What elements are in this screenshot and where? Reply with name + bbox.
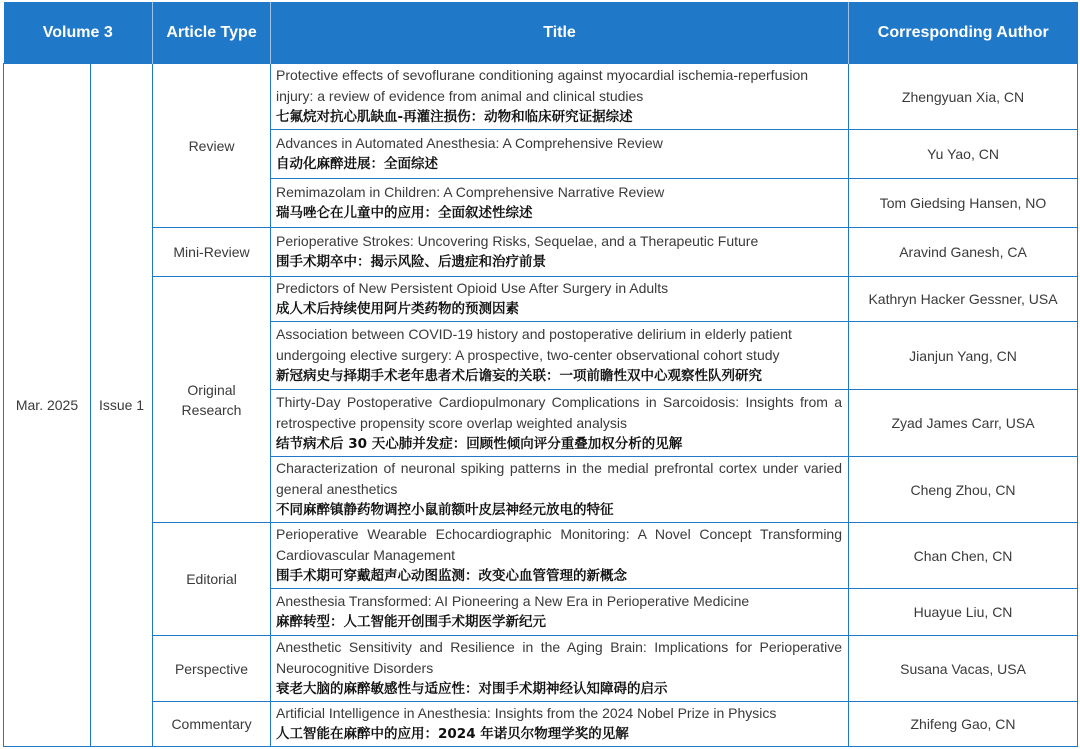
title-english: Predictors of New Persistent Opioid Use After Surgery in Adults xyxy=(276,280,669,296)
article-title[interactable] xyxy=(271,228,849,277)
title-chinese: 不同麻醉镇静药物调控小鼠前额叶皮层神经元放电的特征 xyxy=(276,502,614,518)
article-type-perspective xyxy=(153,636,271,702)
issue-number: Issue 1 xyxy=(91,64,153,747)
article-title[interactable] xyxy=(271,64,849,130)
table-row xyxy=(4,523,1078,589)
corresponding-author: Cheng Zhou, CN xyxy=(849,457,1078,523)
corresponding-author: Aravind Ganesh, CA xyxy=(849,228,1078,277)
title-header: Title xyxy=(271,2,849,64)
title-chinese: 围手术期卒中：揭示风险、后遗症和治疗前景 xyxy=(276,254,547,270)
corresponding-author: Tom Giedsing Hansen, NO xyxy=(849,179,1078,228)
title-english: Anesthesia Transformed: AI Pioneering a New Era in Perioperative Medicine xyxy=(276,593,750,609)
title-english: Artificial Intelligence in Anesthesia: Insights from the 2024 Nobel Prize in Physics xyxy=(276,705,777,721)
volume-header: Volume 3 xyxy=(4,2,153,64)
contents-table xyxy=(3,2,1078,747)
corresponding-author: Huayue Liu, CN xyxy=(849,589,1078,636)
title-chinese: 衰老大脑的麻醉敏感性与适应性：对围手术期神经认知障碍的启示 xyxy=(276,681,668,697)
table-row xyxy=(4,702,1078,747)
table-row xyxy=(4,636,1078,702)
table-row xyxy=(4,277,1078,322)
title-chinese: 七氟烷对抗心肌缺血-再灌注损伤：动物和临床研究证据综述 xyxy=(276,109,633,125)
article-title[interactable] xyxy=(271,589,849,636)
header-row xyxy=(4,2,1078,64)
article-type-header: Article Type xyxy=(153,2,271,64)
title-english: Characterization of neuronal spiking patterns in the medial prefrontal cortex under varied general anesthetics xyxy=(276,460,843,497)
article-type-mini-review xyxy=(153,228,271,277)
corresponding-author: Zyad James Carr, USA xyxy=(849,390,1078,457)
article-title[interactable] xyxy=(271,130,849,179)
article-type-label: Mini-Review xyxy=(173,244,250,260)
article-title[interactable] xyxy=(271,457,849,523)
article-title[interactable] xyxy=(271,390,849,457)
article-type-label: Original Research xyxy=(181,381,242,418)
corresponding-author: Susana Vacas, USA xyxy=(849,636,1078,702)
article-type-commentary xyxy=(153,702,271,747)
title-english: Thirty-Day Postoperative Cardiopulmonary Complications in Sarcoidosis: Insights from a retrospective propensity score overlap weighted analysis xyxy=(276,393,843,431)
title-chinese: 瑞马唑仑在儿童中的应用：全面叙述性综述 xyxy=(276,205,533,221)
title-english: Perioperative Strokes: Uncovering Risks, Sequelae, and a Therapeutic Future xyxy=(276,233,759,249)
title-english: Perioperative Wearable Echocardiographic Monitoring: A Novel Concept Transforming Cardiovascular Management xyxy=(276,526,843,563)
article-title[interactable] xyxy=(271,636,849,702)
corresponding-author: Chan Chen, CN xyxy=(849,523,1078,589)
article-type-editorial xyxy=(153,523,271,636)
title-chinese: 麻醉转型：人工智能开创围手术期医学新纪元 xyxy=(276,614,547,630)
article-type-label: Review xyxy=(188,137,235,154)
corresponding-author: Zhengyuan Xia, CN xyxy=(849,64,1078,130)
title-chinese: 人工智能在麻醉中的应用：2024 年诺贝尔物理学奖的见解 xyxy=(276,726,629,742)
title-chinese: 成人术后持续使用阿片类药物的预测因素 xyxy=(276,301,520,317)
title-chinese: 结节病术后 30 天心肺并发症：回顾性倾向评分重叠加权分析的见解 xyxy=(276,435,683,452)
title-english: Anesthetic Sensitivity and Resilience in the Aging Brain: Implications for Perioperative Neurocognitive Disorders xyxy=(276,639,843,676)
article-type-label: Editorial xyxy=(186,571,237,587)
table-row xyxy=(4,64,1078,130)
title-chinese: 新冠病史与择期手术老年患者术后谵妄的关联：一项前瞻性双中心观察性队列研究 xyxy=(276,368,763,384)
corresponding-author: Jianjun Yang, CN xyxy=(849,322,1078,390)
article-title[interactable] xyxy=(271,702,849,747)
article-title[interactable] xyxy=(271,179,849,228)
title-english: Protective effects of sevoflurane conditioning against myocardial ischemia-reperfusion injury: a review of evidence from animal and clinical studies xyxy=(276,67,809,104)
article-title[interactable] xyxy=(271,322,849,390)
corresponding-author: Yu Yao, CN xyxy=(849,130,1078,179)
title-chinese: 自动化麻醉进展：全面综述 xyxy=(276,156,439,172)
article-type-review xyxy=(153,64,271,228)
table-row xyxy=(4,228,1078,277)
article-type-label: Commentary xyxy=(171,716,252,732)
article-type-original-research xyxy=(153,277,271,523)
corresponding-author: Kathryn Hacker Gessner, USA xyxy=(849,277,1078,322)
issue-date: Mar. 2025 xyxy=(4,64,91,747)
title-english: Advances in Automated Anesthesia: A Comprehensive Review xyxy=(276,135,663,151)
title-english: Remimazolam in Children: A Comprehensive Narrative Review xyxy=(276,184,665,200)
article-title[interactable] xyxy=(271,523,849,589)
corresponding-author: Zhifeng Gao, CN xyxy=(849,702,1078,747)
article-type-label: Perspective xyxy=(174,660,249,677)
author-header: Corresponding Author xyxy=(849,2,1078,64)
title-chinese: 围手术期可穿戴超声心动图监测：改变心血管管理的新概念 xyxy=(276,568,628,584)
article-title[interactable] xyxy=(271,277,849,322)
title-english: Association between COVID-19 history and postoperative delirium in elderly patient undergoing elective surgery: A prospective, two-center observational cohort study xyxy=(276,326,792,363)
